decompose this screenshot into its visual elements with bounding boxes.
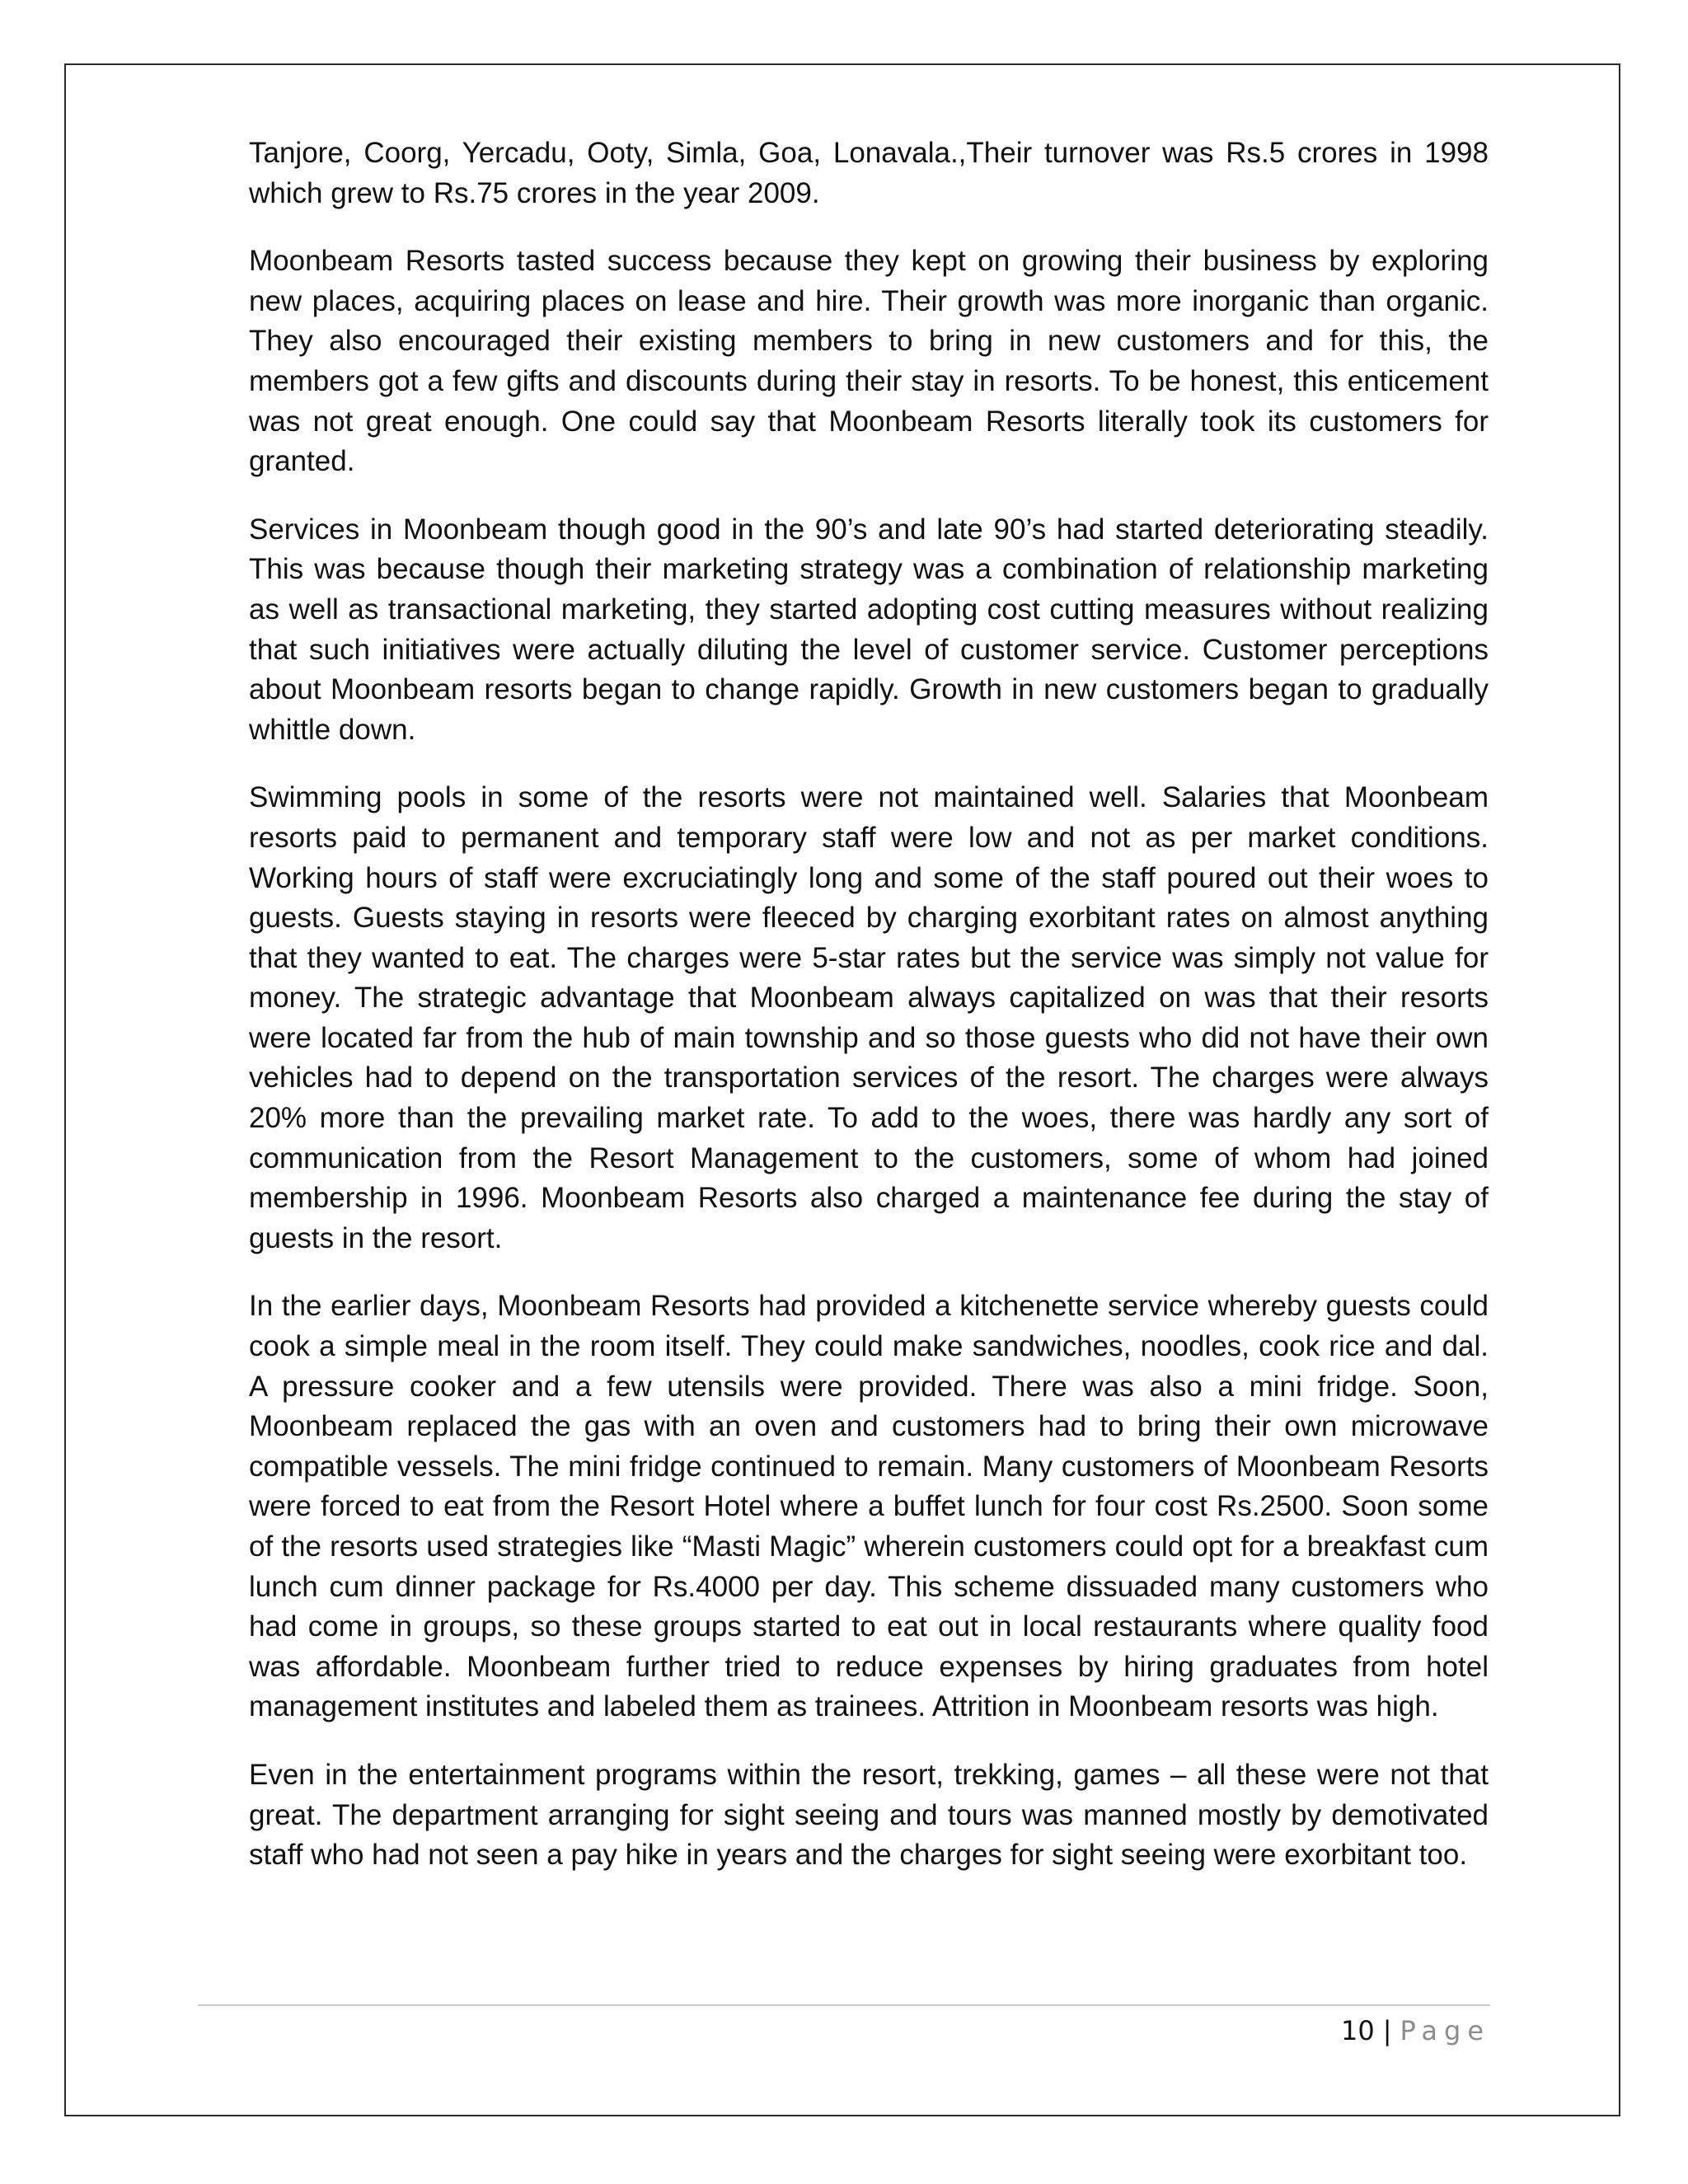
- footer-divider: [198, 2004, 1490, 2006]
- paragraph: Moonbeam Resorts tasted success because they kept on growing their business by exploring new places, acquiring places on lease and hire. Their growth was more inorganic than organic. They also encouraged their existing members to bring in new customers and for this, the members got a few gifts and discounts during their stay in resorts. To be honest, this enticement was not great enough. One could say that Moonbeam Resorts literally took its customers for granted.: [249, 245, 1489, 478]
- page-footer: [1341, 2014, 1490, 2047]
- page-label: Page: [1400, 2015, 1490, 2046]
- paragraph: Services in Moonbeam though good in the 90’s and late 90’s had started deteriorating steadily. This was because though their marketing strategy was a combination of relationship marketing as well as transactional marketing, they started adopting cost cutting measures without realizing that such initiatives were actually diluting the level of customer service. Customer perceptions about Moonbeam resorts began to change rapidly. Growth in new customers began to gradually whittle down.: [249, 513, 1489, 746]
- footer-separator: |: [1382, 2015, 1392, 2046]
- paragraph: Tanjore, Coorg, Yercadu, Ooty, Simla, Goa, Lonavala.,Their turnover was Rs.5 crores in 1998 which grew to Rs.75 crores in the year 2009.: [249, 137, 1489, 209]
- document-body: [249, 134, 1489, 1904]
- paragraph: Even in the entertainment programs within the resort, trekking, games – all these were not that great. The department arranging for sight seeing and tours was manned mostly by demotivated staff who had not seen a pay hike in years and the charges for sight seeing were exorbitant too.: [249, 1758, 1489, 1872]
- page-number: 10: [1341, 2015, 1375, 2046]
- paragraph: In the earlier days, Moonbeam Resorts had provided a kitchenette service whereby guests could cook a simple meal in the room itself. They could make sandwiches, noodles, cook rice and dal. A pressure cooker and a few utensils were provided. There was also a mini fridge. Soon, Moonbeam replaced the gas with an oven and customers had to bring their own microwave compatible vessels. The mini fridge continued to remain. Many customers of Moonbeam Resorts were forced to eat from the Resort Hotel where a buffet lunch for four cost Rs.2500. Soon some of the resorts used strategies like “Masti Magic” wherein customers could opt for a breakfast cum lunch cum dinner package for Rs.4000 per day. This scheme dissuaded many customers who had come in groups, so these groups started to eat out in local restaurants where quality food was affordable. Moonbeam further tried to reduce expenses by hiring graduates from hotel management institutes and labeled them as trainees. Attrition in Moonbeam resorts was high.: [249, 1290, 1489, 1723]
- paragraph: Swimming pools in some of the resorts were not maintained well. Salaries that Moonbeam resorts paid to permanent and temporary staff were low and not as per market conditions. Working hours of staff were excruciatingly long and some of the staff poured out their woes to guests. Guests staying in resorts were fleeced by charging exorbitant rates on almost anything that they wanted to eat. The charges were 5-star rates but the service was simply not value for money. The strategic advantage that Moonbeam always capitalized on was that their resorts were located far from the hub of main township and so those guests who did not have their own vehicles had to depend on the transportation services of the resort. The charges were always 20% more than the prevailing market rate. To add to the woes, there was hardly any sort of communication from the Resort Management to the customers, some of whom had joined membership in 1996. Moonbeam Resorts also charged a maintenance fee during the stay of guests in the resort.: [249, 781, 1489, 1254]
